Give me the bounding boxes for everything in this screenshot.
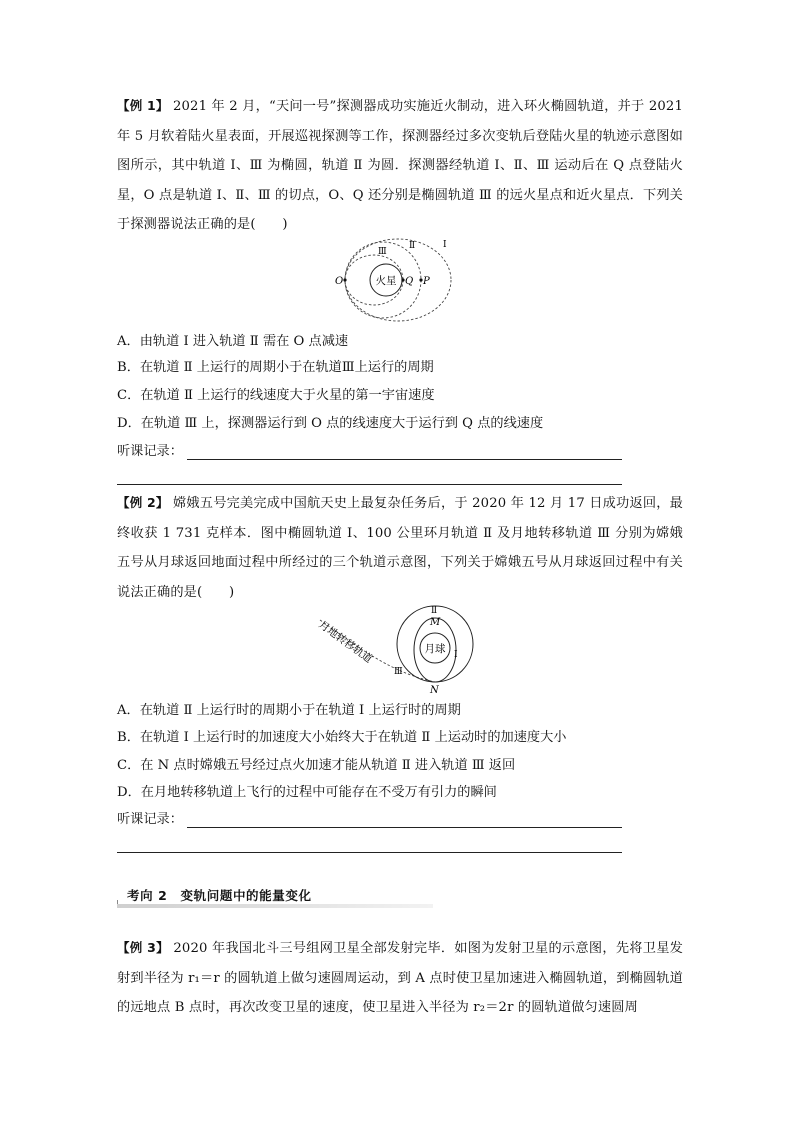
example-1-stem [117,91,683,240]
example-1-tag: 【例 1】 [117,98,169,113]
example-2-option-b: B．在轨道 Ⅰ 上运行时的加速度大小始终大于在轨道 Ⅱ 上运动时的加速度大小 [117,730,567,745]
example-3-tag: 【例 3】 [117,940,169,955]
example-2-text: 嫦娥五号完美完成中国航天史上最复杂任务后，于 2020 年 12 月 17 日成功返回，最终收获 1 731 克样本．图中椭圆轨道 Ⅰ、100 公里环月轨道 Ⅱ 及月地转移轨道 Ⅲ 分别为嫦娥五号从月球返回地面过程中所经过的三个轨道示意图，下列关于嫦娥五号从月球返回过程中有关说法正确的是( ) [117,496,683,600]
label-N: N [430,685,439,696]
example-2 [117,488,683,607]
example-2-option-a: A．在轨道 Ⅱ 上运行时的周期小于在轨道 Ⅰ 上运行时的周期 [117,703,461,718]
label-orbit-I: Ⅰ [443,240,447,250]
section-heading [117,880,433,910]
example-1-record-line-2[interactable] [117,484,622,485]
example-3-stem [117,933,683,1023]
example-3-text: 2020 年我国北斗三号组网卫星全部发射完毕．如图为发射卫星的示意图，先将卫星发射到半径为 r₁＝r 的圆轨道上做匀速圆周运动，到 A 点时使卫星加速进入椭圆轨道，到椭圆轨道的远地点 B 点时，再次改变卫星的速度，使卫星进入半径为 r₂＝2r 的圆轨道做匀速圆周 [117,941,683,1015]
example-2-stem [117,488,683,607]
label-O: O [335,276,344,287]
example-1 [117,91,683,240]
example-2-record-line[interactable] [187,827,622,828]
example-1-record [117,442,622,462]
label-orbit-I: Ⅰ [454,650,458,660]
example-2-tag: 【例 2】 [117,495,169,510]
example-2-option-c: C．在 N 点时嫦娥五号经过点火加速才能从轨道 Ⅱ 进入轨道 Ⅲ 返回 [117,758,516,773]
label-M: M [430,617,441,628]
example-2-record-line-2[interactable] [117,852,622,853]
example-2-option-d: D．在月地转移轨道上飞行的过程中可能存在不受万有引力的瞬间 [117,785,497,800]
example-1-record-line[interactable] [187,459,622,460]
transfer-orbit-label: 月地转移轨道 [316,618,375,666]
section-underline [117,904,433,908]
moon-orbit-diagram [312,602,497,697]
mars-label: 火星 [375,275,397,287]
example-3 [117,933,683,1023]
example-1-option-a: A．由轨道 Ⅰ 进入轨道 Ⅱ 需在 O 点减速 [117,334,349,349]
section-title: 考向 2 变轨问题中的能量变化 [127,888,312,903]
label-orbit-II: Ⅱ [431,606,438,616]
point-O [343,278,346,281]
label-P: P [423,276,430,287]
label-orbit-II: Ⅱ [409,241,416,251]
moon-label: 月球 [424,643,446,655]
label-orbit-III: Ⅲ [394,667,403,677]
example-2-record [117,810,622,830]
example-1-option-b: B．在轨道 Ⅱ 上运行的周期小于在轨道Ⅲ上运行的周期 [117,360,434,375]
example-1-option-d: D．在轨道 Ⅲ 上，探测器运行到 O 点的线速度大于运行到 Q 点的线速度 [117,416,544,431]
example-2-record-label: 听课记录： [117,812,183,827]
example-1-option-c: C．在轨道 Ⅱ 上运行的线速度大于火星的第一宇宙速度 [117,388,435,403]
label-Q: Q [405,276,414,287]
mars-orbit-diagram [330,234,470,324]
example-1-record-label: 听课记录： [117,444,183,459]
label-orbit-III: Ⅲ [378,247,387,257]
example-1-text: 2021 年 2 月，“天问一号”探测器成功实施近火制动，进入环火椭圆轨道，并于 2021 年 5 月软着陆火星表面，开展巡视探测等工作，探测器经过多次变轨后登陆火星的轨迹示意图如图所示，其中轨道 Ⅰ、Ⅲ 为椭圆，轨道 Ⅱ 为圆．探测器经轨道 Ⅰ、Ⅱ、Ⅲ 运动后在 Q 点登陆火星，O 点是轨道 Ⅰ、Ⅱ、Ⅲ 的切点，O、Q 还分别是椭圆轨道 Ⅲ 的远火星点和近火星点．下列关于探测器说法正确的是( ) [117,99,683,232]
